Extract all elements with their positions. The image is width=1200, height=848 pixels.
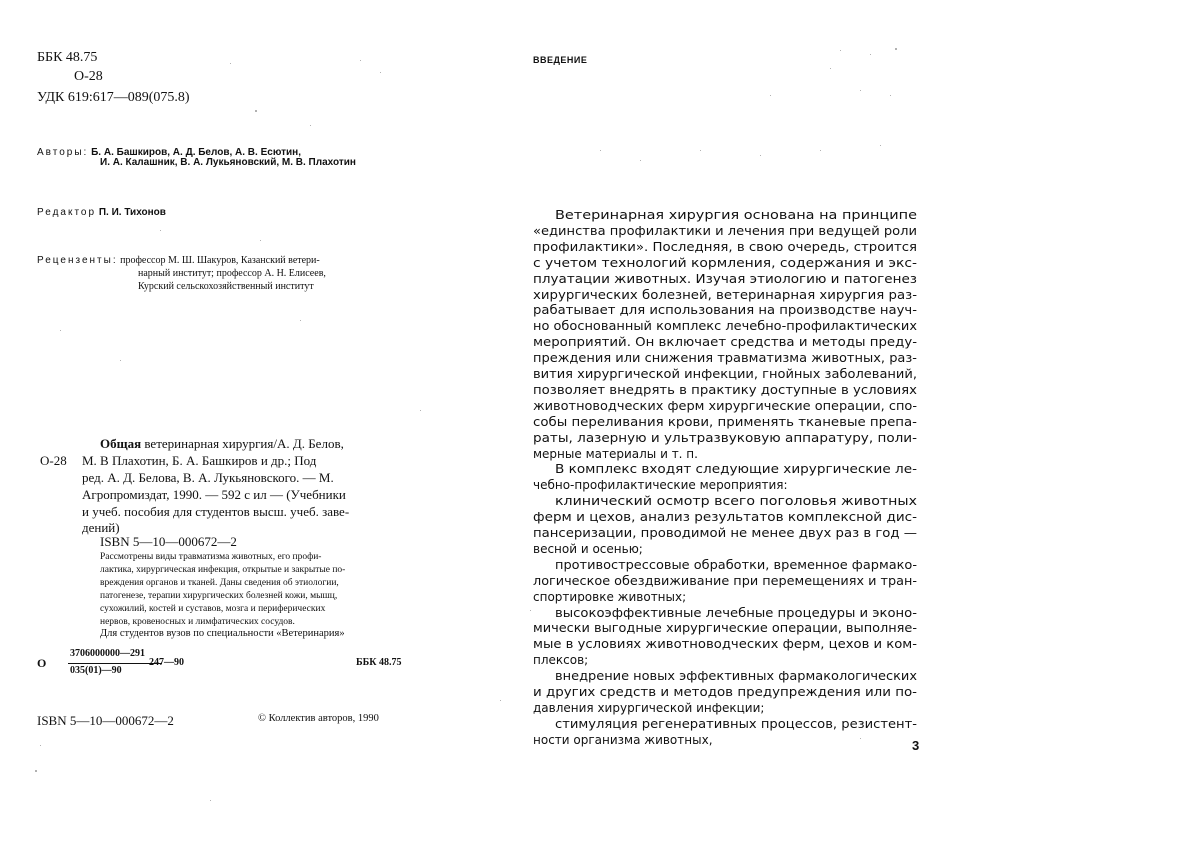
scan-speck <box>600 150 601 151</box>
isbn-bottom: ISBN 5—10—000672—2 <box>37 713 174 728</box>
scan-speck <box>870 54 871 55</box>
isbn-bib: ISBN 5—10—000672—2 <box>100 534 237 549</box>
body-line: но обоснованный комплекс лечебно-профилактических <box>533 319 917 334</box>
body-line: хирургических болезней, ветеринарная хирургия раз- <box>533 287 917 302</box>
authors-label: Авторы: <box>37 147 89 158</box>
authors-names-1: Б. А. Башкиров, А. Д. Белов, А. В. Есютин, <box>91 147 301 158</box>
body-line: клинический осмотр всего поголовья животных <box>555 494 917 509</box>
body-line: противострессовые обработки, временное фармако- <box>555 557 917 572</box>
body-line: «единства профилактики и лечения при ведущей роли <box>533 223 917 238</box>
annotation-line: Рассмотрены виды травматизма животных, его профи- <box>100 552 322 562</box>
annotation-line: нервов, кровеносных и лимфатических сосудов. <box>100 617 295 627</box>
scan-speck <box>880 145 881 146</box>
audience-note: Для студентов вузов по специальности «Ветеринария» <box>100 628 345 639</box>
body-line: животноводческих ферм хирургические операции, спо- <box>533 398 917 413</box>
editor-name: П. И. Тихонов <box>98 207 166 218</box>
scan-speck <box>420 410 421 411</box>
bib-line-1-rest: ветеринарная хирургия/А. Д. Белов, <box>141 436 344 451</box>
body-line: мероприятий. Он включает средства и методы преду- <box>533 335 917 350</box>
fraction-prefix: О <box>37 656 47 670</box>
bib-entry-line-2: М. В Плахотин, Б. А. Башкиров и др.; Под <box>82 453 317 468</box>
body-line: стимуляция регенеративных процессов, резистент- <box>555 716 917 731</box>
bbk-code: ББК 48.75 <box>37 50 98 65</box>
fraction-tail: 247—90 <box>149 657 184 668</box>
body-line: раты, лазерную и ультразвуковую аппаратуру, поли- <box>533 430 917 445</box>
scan-speck <box>255 110 257 112</box>
bib-entry-line-1 <box>100 436 344 452</box>
reviewers-line-1 <box>37 255 320 266</box>
udk-code: УДК 619:617—089(075.8) <box>37 90 190 105</box>
body-line: собы переливания крови, применять тканевые препа- <box>533 414 917 429</box>
bib-entry-line-4: Агропромиздат, 1990. — 592 с ил — (Учебники <box>82 487 346 502</box>
body-line: плексов; <box>533 653 589 668</box>
scan-speck <box>530 610 531 611</box>
body-line: давления хирургической инфекции; <box>533 700 765 715</box>
scan-speck <box>840 50 841 51</box>
author-mark-code: О-28 <box>74 69 103 84</box>
annotation-line: сухожилий, костей и суставов, мозга и периферических <box>100 604 326 614</box>
body-line: Ветеринарная хирургия основана на принципе <box>555 208 917 222</box>
bib-entry-line-6: дений) <box>82 520 120 535</box>
scan-speck <box>890 95 891 96</box>
scan-speck <box>40 745 41 746</box>
scan-speck <box>830 68 831 69</box>
scan-speck <box>770 95 771 96</box>
body-line: внедрение новых эффективных фармакологических <box>555 669 917 684</box>
reviewers-line-2: нарный институт; профессор А. Н. Елисеев, <box>138 268 326 279</box>
reviewers-label: Рецензенты: <box>37 255 118 266</box>
scan-speck <box>700 150 701 151</box>
body-line: профилактики». Последняя, в свою очередь, строится <box>533 239 917 254</box>
body-line: ности организма животных, <box>533 732 713 747</box>
editor-line <box>37 207 166 218</box>
body-line: позволяет внедрять в практику доступные в условиях <box>533 382 917 397</box>
fraction-divider <box>68 663 162 664</box>
scan-speck <box>120 360 121 361</box>
scan-speck <box>35 770 37 772</box>
scan-speck <box>210 800 211 801</box>
bib-code: О-28 <box>40 453 67 468</box>
scan-speck <box>860 90 861 91</box>
bib-entry-line-5: и учеб. пособия для студентов высш. учеб. заве- <box>82 504 350 519</box>
scan-speck <box>895 48 897 50</box>
copyright: © Коллектив авторов, 1990 <box>258 713 379 724</box>
body-line: с учетом технологий кормления, содержания и экс- <box>533 255 917 270</box>
body-line: чебно-профилактические мероприятия: <box>533 478 788 493</box>
page-heading: ВВЕДЕНИЕ <box>533 55 588 65</box>
scan-speck <box>380 72 381 73</box>
body-line: рабатывает для использования на производстве науч- <box>533 303 917 318</box>
scan-speck <box>230 63 231 64</box>
annotation-line: патогенезе, терапии хирургических болезней кожи, мышц, <box>100 591 338 601</box>
scan-speck <box>300 320 301 321</box>
body-line: пансеризации, проводимой не менее двух раз в год — <box>533 526 917 540</box>
scan-speck <box>760 155 761 156</box>
body-line: весной и осенью; <box>533 541 643 556</box>
scan-speck <box>60 330 61 331</box>
body-line: преждения или снижения травматизма животных, раз- <box>533 351 917 366</box>
scan-speck <box>820 150 821 151</box>
editor-label: Редактор <box>37 207 97 218</box>
body-line: ферм и цехов, анализ результатов комплексной дис- <box>533 510 917 525</box>
scan-speck <box>260 240 261 241</box>
scan-speck <box>160 230 161 231</box>
body-line: мые в условиях животноводческих ферм, цехов и ком- <box>533 637 917 652</box>
scan-speck <box>310 125 311 126</box>
bib-entry-line-3: ред. А. Д. Белова, В. А. Лукьяновского. — М. <box>82 470 334 485</box>
annotation-line: вреждения органов и тканей. Даны сведения об этиологии, <box>100 578 339 588</box>
scan-speck <box>500 700 501 701</box>
annotation-line: лактика, хирургическая инфекция, открытые и закрытые по- <box>100 565 346 575</box>
reviewers-line-3: Курский сельскохозяйственный институт <box>138 281 314 292</box>
body-line: высокоэффективные лечебные процедуры и эконо- <box>555 605 917 620</box>
bib-title: Общая <box>100 436 142 451</box>
page-number: 3 <box>912 738 920 753</box>
body-line: спортировке животных; <box>533 589 687 604</box>
body-line: мерные материалы и т. п. <box>533 446 698 461</box>
authors-line-2: И. А. Калашник, В. А. Лукьяновский, М. В. Плахотин <box>100 157 356 168</box>
fraction-denominator: 035(01)—90 <box>70 665 122 676</box>
fraction-numerator: 3706000000—291 <box>70 648 145 659</box>
body-line: логическое обездвиживание при перемещениях и тран- <box>533 573 917 588</box>
reviewers-text-1: профессор М. Ш. Шакуров, Казанский ветери- <box>120 255 320 266</box>
body-line: плуатации животных. Изучая этиологию и патогенез <box>533 271 917 286</box>
body-line: мически выгодные хирургические операции, выполняе- <box>533 621 917 636</box>
scan-speck <box>640 160 641 161</box>
body-line: В комплекс входят следующие хирургические ле- <box>555 462 917 477</box>
bbk-bottom: ББК 48.75 <box>356 657 402 668</box>
body-line: и других средств и методов предупреждения или по- <box>533 685 917 699</box>
body-line: вития хирургической инфекции, гнойных заболеваний, <box>533 367 917 381</box>
scan-speck <box>860 738 861 739</box>
scan-speck <box>360 60 361 61</box>
